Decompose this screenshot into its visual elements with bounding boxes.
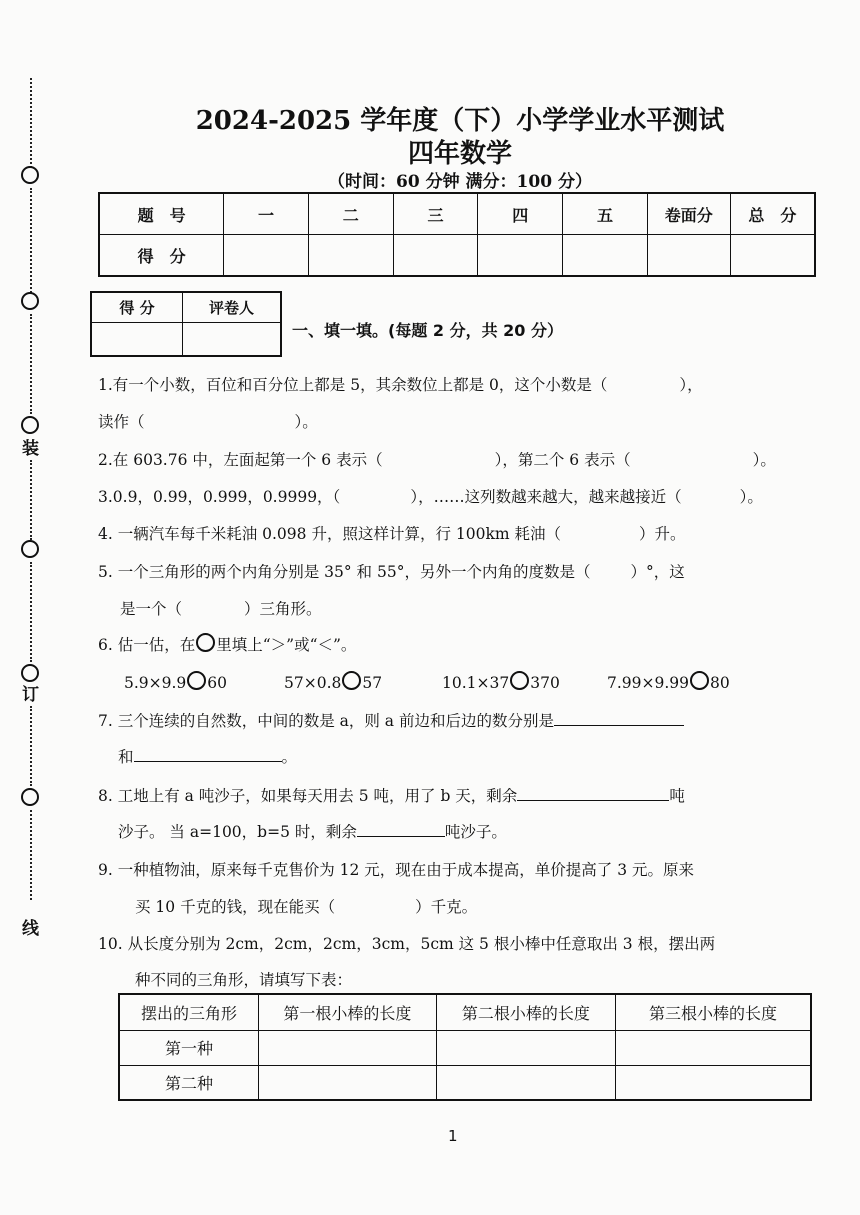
- q4-text: ）升。: [638, 525, 686, 543]
- q6-item: [442, 671, 560, 692]
- binding-char-ding: 订: [22, 685, 39, 705]
- question-8-line-1: [98, 784, 685, 806]
- q3-text: ）。: [739, 488, 763, 506]
- q1-text: ），: [679, 376, 703, 394]
- compare-circle[interactable]: [690, 671, 709, 690]
- question-9-line-2: [135, 895, 477, 917]
- q8-text: 吨: [669, 787, 685, 805]
- grader-score-cell[interactable]: [91, 322, 183, 356]
- triangle-row-label: 第二种: [119, 1065, 259, 1100]
- dotted-line: [30, 562, 32, 662]
- grader-name-label: 评卷人: [183, 292, 282, 322]
- q6-item: [124, 671, 227, 692]
- length-cell[interactable]: [436, 1030, 615, 1065]
- score-table-score-row: [99, 235, 815, 277]
- q5-text: ）°，这: [630, 563, 685, 581]
- q8-answer-line-2[interactable]: [357, 835, 445, 837]
- binding-hole: [21, 292, 39, 310]
- question-4: [98, 522, 686, 544]
- score-header-cell: 一: [224, 193, 309, 235]
- q10-text: 种不同的三角形，请填写下表：: [135, 971, 353, 989]
- q1-text: 读作（: [98, 413, 145, 431]
- binding-char-xian: 线: [22, 919, 39, 939]
- length-cell[interactable]: [259, 1030, 436, 1065]
- score-table-header-row: [99, 193, 815, 235]
- q9-text: 买 10 千克的钱，现在能买（: [135, 898, 336, 916]
- q8-answer-line-1[interactable]: [517, 799, 669, 801]
- question-8-line-2: [118, 820, 507, 842]
- dotted-line: [30, 460, 32, 540]
- dotted-line: [30, 188, 32, 293]
- dotted-line: [30, 314, 32, 414]
- question-9-line-1: [98, 858, 694, 880]
- q6-expr: 57×0.8: [284, 674, 342, 692]
- triangle-header-cell: 第三根小棒的长度: [616, 994, 811, 1030]
- binding-hole: [21, 416, 39, 434]
- q8-text: 吨沙子。: [444, 823, 507, 841]
- section-heading: 一、填一填。(每题 2 分，共 20 分）: [292, 321, 563, 340]
- question-1-line-2: [98, 410, 318, 432]
- score-header-cell: 总 分: [730, 193, 815, 235]
- q6-text: 6. 估一估，在: [98, 636, 196, 654]
- q8-text: 8. 工地上有 a 吨沙子，如果每天用去 5 吨，用了 b 天，剩余: [98, 787, 518, 805]
- score-cell[interactable]: [308, 235, 393, 277]
- q5-text: 5. 一个三角形的两个内角分别是 35° 和 55°，另外一个内角的度数是（: [98, 563, 591, 581]
- q6-item: [607, 671, 730, 692]
- grader-box: [90, 291, 282, 357]
- dotted-line: [30, 810, 32, 900]
- q3-text: 3.0.9，0.99，0.999，0.9999，（: [98, 488, 341, 506]
- page-number: 1: [448, 1127, 458, 1145]
- length-cell[interactable]: [436, 1065, 615, 1100]
- q7-text: 和: [118, 748, 134, 766]
- compare-circle[interactable]: [510, 671, 529, 690]
- q9-text: 9. 一种植物油，原来每千克售价为 12 元，现在由于成本提高，单价提高了 3 元。原来: [98, 861, 695, 879]
- q5-text: ）三角形。: [244, 600, 322, 618]
- exam-info: （时间：60 分钟 满分：100 分）: [328, 172, 592, 192]
- q2-text: ），第二个 6 表示（: [494, 451, 631, 469]
- score-header-cell: 五: [563, 193, 648, 235]
- q6-value: 80: [710, 674, 730, 692]
- score-cell[interactable]: [563, 235, 648, 277]
- triangle-header-cell: 第二根小棒的长度: [436, 994, 615, 1030]
- score-row-label: 得 分: [99, 235, 224, 277]
- q10-text: 10. 从长度分别为 2cm，2cm，2cm，3cm，5cm 这 5 根小棒中任意取出 3 根，摆出两: [98, 935, 716, 953]
- q8-text: 沙子。 当 a=100，b=5 时，剩余: [118, 823, 357, 841]
- compare-circle[interactable]: [187, 671, 206, 690]
- triangle-table-header-row: [119, 994, 811, 1030]
- triangle-header-cell: 摆出的三角形: [119, 994, 259, 1030]
- length-cell[interactable]: [259, 1065, 436, 1100]
- table-row: [119, 1030, 811, 1065]
- score-cell[interactable]: [647, 235, 730, 277]
- q6-expr: 7.99×9.99: [607, 674, 690, 692]
- q2-text: 2.在 603.76 中，左面起第一个 6 表示（: [98, 451, 383, 469]
- question-10-line-2: [135, 968, 352, 990]
- score-cell[interactable]: [393, 235, 478, 277]
- binding-char-zhuang: 装: [22, 439, 39, 459]
- score-cell[interactable]: [224, 235, 309, 277]
- q7-answer-line-1[interactable]: [554, 724, 684, 726]
- grader-score-label: 得 分: [91, 292, 183, 322]
- q9-text: ）千克。: [415, 898, 478, 916]
- score-table: [98, 192, 816, 277]
- question-10-line-1: [98, 932, 715, 954]
- triangle-row-label: 第一种: [119, 1030, 259, 1065]
- triangle-table: [118, 993, 812, 1101]
- q1-text: 1.有一个小数，百位和百分位上都是 5，其余数位上都是 0，这个小数是（: [98, 376, 608, 394]
- q6-value: 57: [362, 674, 383, 692]
- q6-item: [284, 671, 382, 692]
- score-header-cell: 四: [478, 193, 563, 235]
- question-5-line-1: [98, 560, 685, 582]
- q6-expr: 10.1×37: [442, 674, 510, 692]
- q4-text: 4. 一辆汽车每千米耗油 0.098 升，照这样计算，行 100km 耗油（: [98, 525, 561, 543]
- score-header-cell: 二: [308, 193, 393, 235]
- grader-name-cell[interactable]: [183, 322, 282, 356]
- q6-text: 里填上“＞”或“＜”。: [216, 636, 357, 654]
- question-1-line-1: [98, 373, 703, 395]
- triangle-header-cell: 第一根小棒的长度: [259, 994, 436, 1030]
- question-5-line-2: [120, 597, 322, 619]
- question-7-line-2: [118, 745, 297, 767]
- score-cell[interactable]: [478, 235, 563, 277]
- q3-text: ），……这列数越来越大，越来越接近（: [410, 488, 682, 506]
- subject-title: 四年数学: [407, 139, 512, 169]
- question-3: [98, 485, 763, 507]
- binding-hole: [21, 788, 39, 806]
- q2-text: ）。: [752, 451, 776, 469]
- length-cell[interactable]: [616, 1030, 811, 1065]
- question-2: [98, 448, 776, 470]
- dotted-line: [30, 706, 32, 786]
- exam-title: 2024-2025 学年度（下）小学学业水平测试: [195, 106, 725, 136]
- q5-text: 是一个（: [120, 600, 183, 618]
- length-cell[interactable]: [616, 1065, 811, 1100]
- q6-expr: 5.9×9.9: [124, 674, 187, 692]
- q6-value: 60: [207, 674, 228, 692]
- binding-hole: [21, 540, 39, 558]
- q7-text: 7. 三个连续的自然数，中间的数是 a，则 a 前边和后边的数分别是: [98, 712, 554, 730]
- q7-answer-line-2[interactable]: [134, 760, 282, 762]
- circle-icon: [196, 633, 215, 652]
- table-row: [119, 1065, 811, 1100]
- q1-text: ）。: [294, 413, 318, 431]
- q7-text: 。: [281, 748, 298, 766]
- score-cell[interactable]: [730, 235, 815, 277]
- score-header-cell: 三: [393, 193, 478, 235]
- compare-circle[interactable]: [342, 671, 361, 690]
- q6-value: 370: [530, 674, 560, 692]
- score-header-cell: 题 号: [99, 193, 224, 235]
- score-header-cell: 卷面分: [647, 193, 730, 235]
- question-7-line-1: [98, 709, 684, 731]
- question-6: [98, 633, 356, 655]
